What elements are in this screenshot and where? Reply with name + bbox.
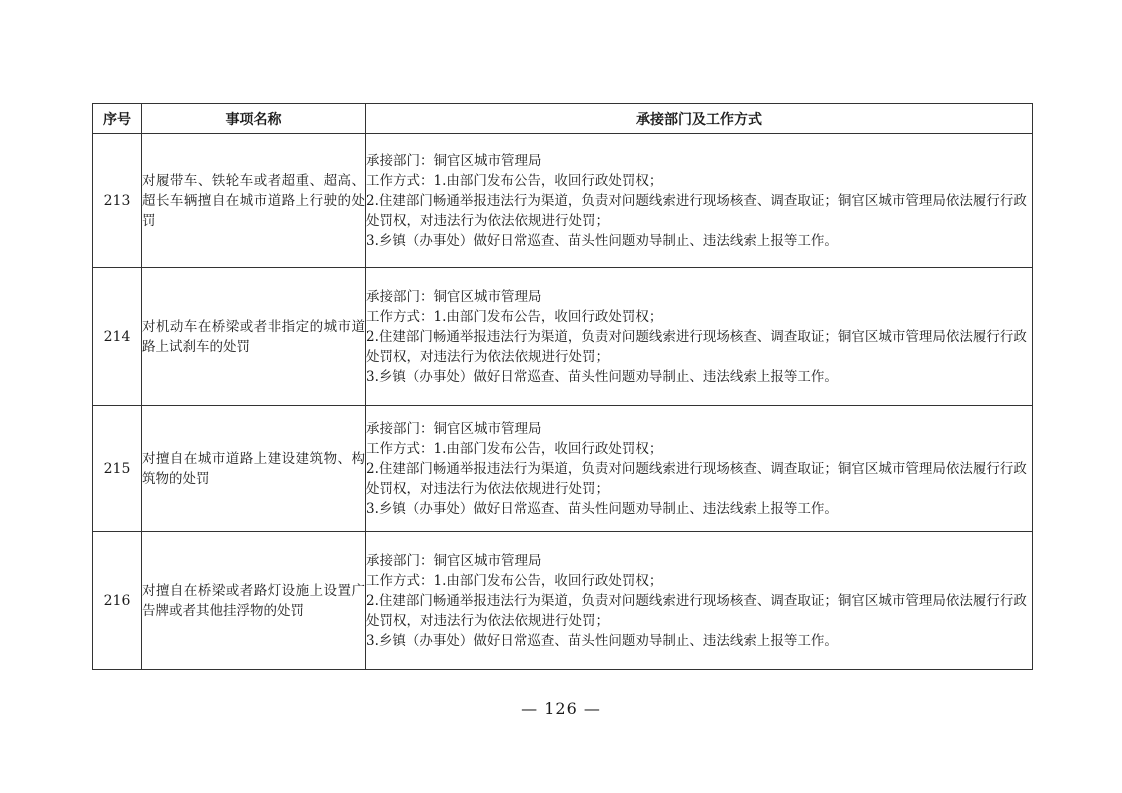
method-line: 工作方式：1.由部门发布公告，收回行政处罚权；: [366, 440, 663, 457]
row-item-name: 对擅自在桥梁或者路灯设施上设置广告牌或者其他挂浮物的处罚: [142, 532, 366, 670]
method-line: 工作方式：1.由部门发布公告，收回行政处罚权；: [366, 308, 663, 325]
department-line: 承接部门：铜官区城市管理局: [366, 288, 542, 305]
header-item-name: 事项名称: [142, 104, 366, 134]
row-item-name: 对擅自在城市道路上建设建筑物、构筑物的处罚: [142, 406, 366, 532]
method-step-2: 2.住建部门畅通举报违法行为渠道，负责对问题线索进行现场核查、调查取证；铜官区城市管理局依法履行行政处罚权，对违法行为依法依规进行处罚；: [366, 460, 1027, 497]
department-line: 承接部门：铜官区城市管理局: [366, 152, 542, 169]
method-step-3: 3.乡镇（办事处）做好日常巡查、苗头性问题劝导制止、违法线索上报等工作。: [366, 500, 838, 517]
row-department-method: [366, 532, 1033, 670]
table-row: [93, 532, 1033, 670]
row-department-method: [366, 268, 1033, 406]
method-step-3: 3.乡镇（办事处）做好日常巡查、苗头性问题劝导制止、违法线索上报等工作。: [366, 368, 838, 385]
row-item-name: 对履带车、铁轮车或者超重、超高、超长车辆擅自在城市道路上行驶的处罚: [142, 134, 366, 268]
header-serial-number: 序号: [93, 104, 142, 134]
header-department-method: 承接部门及工作方式: [366, 104, 1033, 134]
method-step-2: 2.住建部门畅通举报违法行为渠道，负责对问题线索进行现场核查、调查取证；铜官区城市管理局依法履行行政处罚权，对违法行为依法依规进行处罚；: [366, 192, 1027, 229]
method-line: 工作方式：1.由部门发布公告，收回行政处罚权；: [366, 572, 663, 589]
method-step-3: 3.乡镇（办事处）做好日常巡查、苗头性问题劝导制止、违法线索上报等工作。: [366, 232, 838, 249]
method-line: 工作方式：1.由部门发布公告，收回行政处罚权；: [366, 172, 663, 189]
row-department-method: [366, 134, 1033, 268]
items-table: [92, 103, 1033, 670]
department-line: 承接部门：铜官区城市管理局: [366, 552, 542, 569]
row-serial-number: 216: [93, 532, 142, 670]
method-step-2: 2.住建部门畅通举报违法行为渠道，负责对问题线索进行现场核查、调查取证；铜官区城市管理局依法履行行政处罚权，对违法行为依法依规进行处罚；: [366, 328, 1027, 365]
method-step-3: 3.乡镇（办事处）做好日常巡查、苗头性问题劝导制止、违法线索上报等工作。: [366, 632, 838, 649]
row-item-name: 对机动车在桥梁或者非指定的城市道路上试刹车的处罚: [142, 268, 366, 406]
table-header-row: [93, 104, 1033, 134]
row-serial-number: 213: [93, 134, 142, 268]
row-department-method: [366, 406, 1033, 532]
department-line: 承接部门：铜官区城市管理局: [366, 420, 542, 437]
row-serial-number: 214: [93, 268, 142, 406]
table-row: [93, 406, 1033, 532]
table-row: [93, 134, 1033, 268]
method-step-2: 2.住建部门畅通举报违法行为渠道，负责对问题线索进行现场核查、调查取证；铜官区城市管理局依法履行行政处罚权，对违法行为依法依规进行处罚；: [366, 592, 1027, 629]
page-number: — 126 —: [521, 699, 601, 718]
table-row: [93, 268, 1033, 406]
row-serial-number: 215: [93, 406, 142, 532]
